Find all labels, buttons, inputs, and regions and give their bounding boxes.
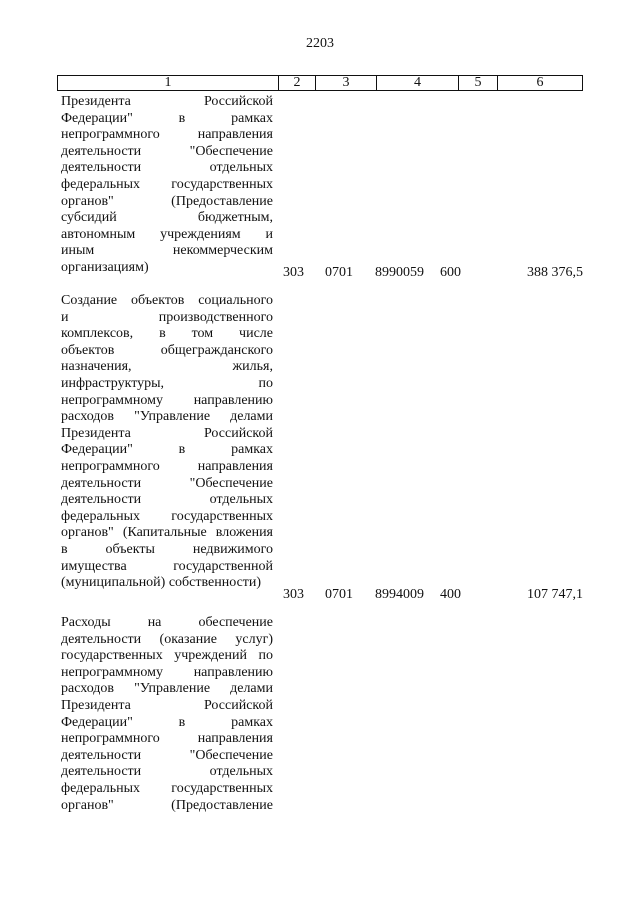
desc-line: объектов общегражданского bbox=[61, 342, 273, 358]
desc-line: Создание объектов социального bbox=[61, 293, 273, 308]
desc-line: субсидий бюджетным, bbox=[61, 210, 273, 226]
desc-line: государственных учреждений по bbox=[61, 648, 273, 664]
desc-line: органов" (Предоставление bbox=[61, 193, 273, 209]
row-col-2: 303 bbox=[283, 587, 304, 602]
desc-line: расходов "Управление делами bbox=[61, 681, 273, 697]
desc-line: Расходы на обеспечение bbox=[61, 615, 273, 630]
header-col-4: 4 bbox=[377, 76, 459, 90]
desc-line: (муниципальной) собственности) bbox=[61, 575, 262, 591]
row-col-4: 8990059 bbox=[375, 265, 424, 280]
desc-line: организациям) bbox=[61, 259, 149, 275]
desc-line: Президента Российской bbox=[61, 425, 273, 441]
desc-line: федеральных государственных bbox=[61, 176, 273, 192]
row-col-5: 400 bbox=[440, 587, 461, 602]
desc-line: деятельности "Обеспечение bbox=[61, 143, 273, 159]
desc-line: непрограммному направлению bbox=[61, 664, 273, 680]
desc-line: деятельности отдельных bbox=[61, 160, 273, 176]
table-header bbox=[57, 75, 583, 91]
desc-line: иным некоммерческим bbox=[61, 243, 273, 259]
desc-line: комплексов, в том числе bbox=[61, 326, 273, 342]
desc-line: имущества государственной bbox=[61, 558, 273, 574]
desc-line: непрограммного направления bbox=[61, 127, 273, 143]
desc-line: органов" (Предоставление bbox=[61, 797, 273, 813]
desc-line: Федерации" в рамках bbox=[61, 714, 273, 730]
desc-line: и производственного bbox=[61, 309, 273, 325]
row-description bbox=[61, 615, 273, 814]
desc-line: органов" (Капитальные вложения bbox=[61, 525, 273, 541]
desc-line: деятельности (оказание услуг) bbox=[61, 631, 273, 647]
row-col-6: 107 747,1 bbox=[527, 587, 583, 602]
desc-line: Президента Российской bbox=[61, 697, 273, 713]
desc-line: непрограммного направления bbox=[61, 731, 273, 747]
desc-line: федеральных государственных bbox=[61, 780, 273, 796]
desc-line: автономным учреждениям и bbox=[61, 226, 273, 242]
row-col-2: 303 bbox=[283, 265, 304, 280]
page-number: 2203 bbox=[306, 36, 334, 51]
desc-line: Федерации" в рамках bbox=[61, 110, 273, 126]
desc-line: назначения, жилья, bbox=[61, 359, 273, 375]
row-description bbox=[61, 293, 273, 592]
desc-line: непрограммному направлению bbox=[61, 392, 273, 408]
header-col-2: 2 bbox=[279, 76, 316, 90]
desc-line: деятельности отдельных bbox=[61, 764, 273, 780]
desc-line: деятельности отдельных bbox=[61, 492, 273, 508]
row-description bbox=[61, 94, 273, 277]
header-col-5: 5 bbox=[459, 76, 498, 90]
desc-line: деятельности "Обеспечение bbox=[61, 475, 273, 491]
header-col-1: 1 bbox=[58, 76, 279, 90]
row-col-6: 388 376,5 bbox=[527, 265, 583, 280]
row-col-4: 8994009 bbox=[375, 587, 424, 602]
row-col-5: 600 bbox=[440, 265, 461, 280]
desc-line: в объекты недвижимого bbox=[61, 541, 273, 557]
desc-line: Президента Российской bbox=[61, 94, 273, 109]
row-col-3: 0701 bbox=[325, 265, 353, 280]
desc-line: расходов "Управление делами bbox=[61, 409, 273, 425]
desc-line: непрограммного направления bbox=[61, 458, 273, 474]
row-col-3: 0701 bbox=[325, 587, 353, 602]
desc-line: деятельности "Обеспечение bbox=[61, 747, 273, 763]
desc-line: инфраструктуры, по bbox=[61, 375, 273, 391]
header-col-6: 6 bbox=[536, 75, 544, 90]
desc-line: федеральных государственных bbox=[61, 508, 273, 524]
header-col-3: 3 bbox=[316, 76, 377, 90]
desc-line: Федерации" в рамках bbox=[61, 442, 273, 458]
